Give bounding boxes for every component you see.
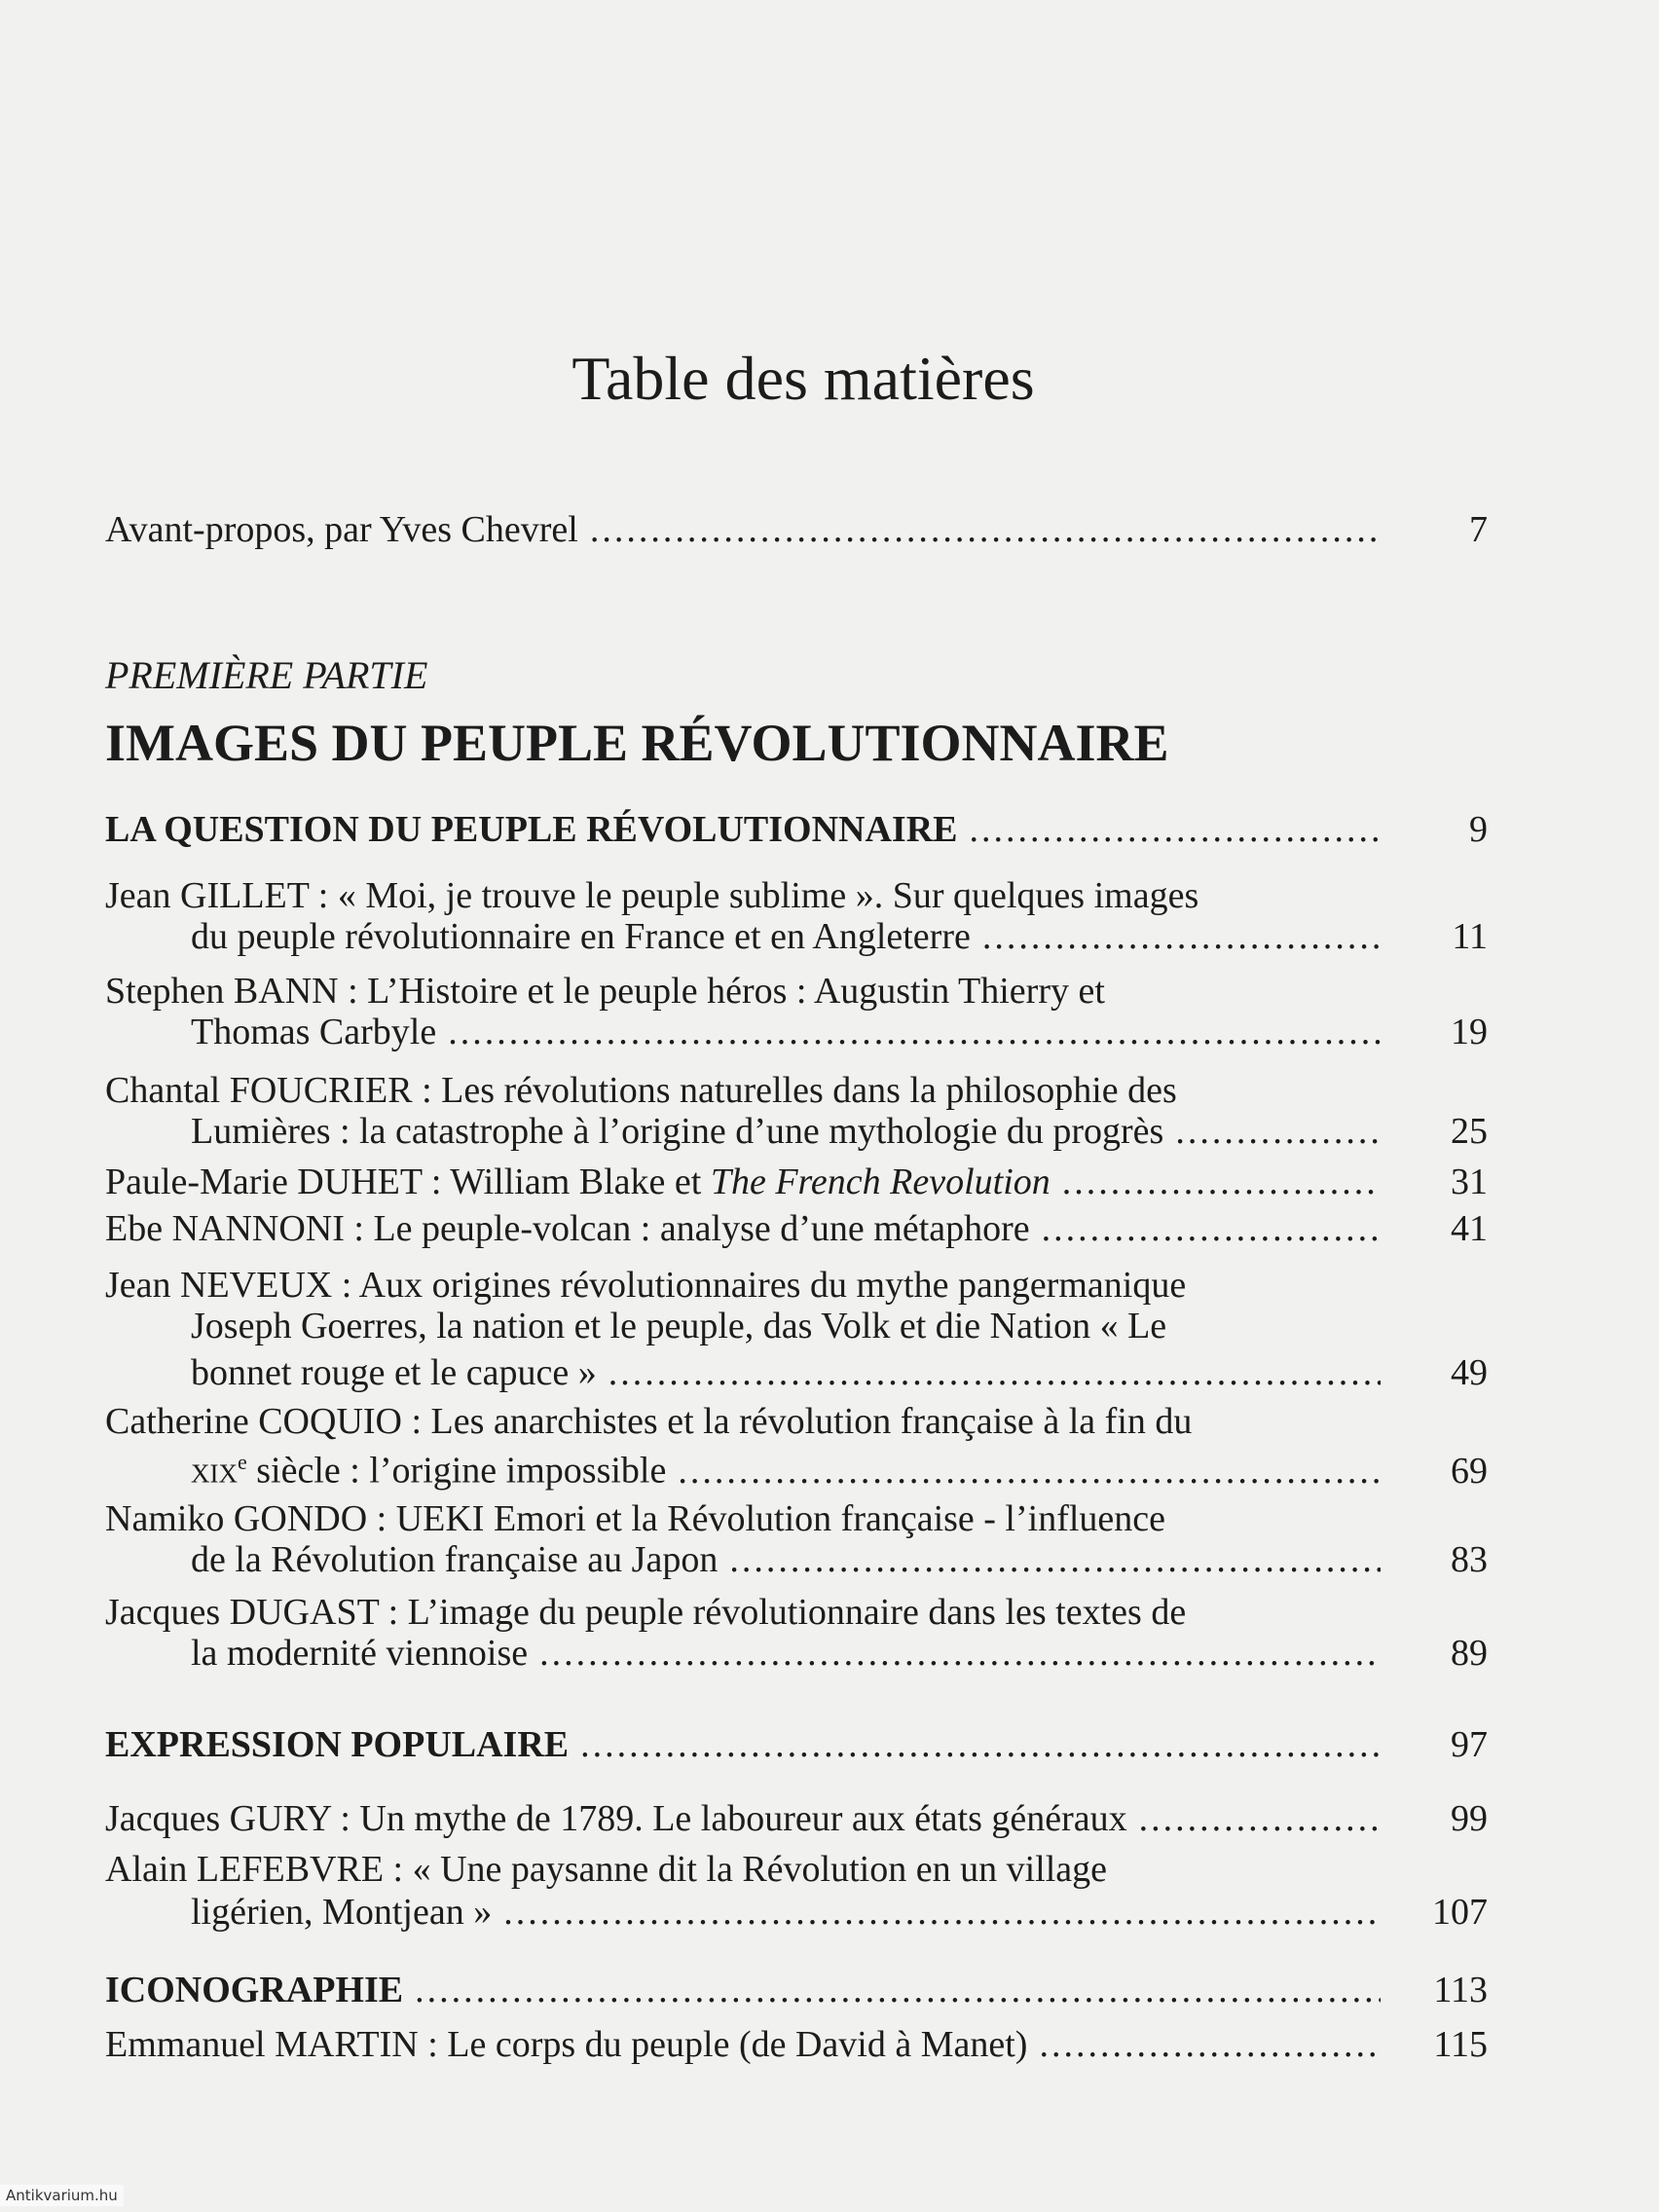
entry-text: de la Révolution française au Japon <box>191 1539 719 1580</box>
section-heading[interactable] <box>105 1715 1488 1774</box>
entry-text: Ebe NANNONI : Le peuple-volcan : analyse d’une métaphore <box>105 1208 1030 1249</box>
toc-entry-first-line[interactable]: Alain LEFEBVRE : « Une paysanne dit la Révolution en un village <box>105 1849 1107 1890</box>
watermark: Antikvarium.hu <box>0 2185 124 2206</box>
page-number: 41 <box>1451 1208 1488 1249</box>
entry-text: Avant-propos, par Yves Chevrel <box>105 509 578 550</box>
section-title: ICONOGRAPHIE <box>105 1970 404 2010</box>
leader-dots <box>729 1530 1381 1589</box>
page-number: 25 <box>1451 1111 1488 1152</box>
toc-entry[interactable] <box>191 1883 1488 1941</box>
entry-text: Thomas Carbyle <box>191 1012 437 1052</box>
page-number: 7 <box>1469 509 1488 550</box>
entry-text: bonnet rouge et le capuce » <box>191 1352 597 1393</box>
leader-dots <box>1175 1102 1381 1161</box>
part-title: IMAGES DU PEUPLE RÉVOLUTIONNAIRE <box>105 714 1169 772</box>
entry-text: xix$^e$ siècle : l’origine impossible <box>191 1450 667 1492</box>
toc-entry-avant-propos[interactable] <box>105 500 1488 559</box>
page-number: 9 <box>1469 809 1488 850</box>
toc-entry[interactable] <box>191 1530 1488 1589</box>
page-title: Table des matières <box>571 344 1035 413</box>
toc-entry[interactable] <box>191 1624 1488 1682</box>
leader-dots <box>1039 2015 1381 2074</box>
leader-dots <box>590 500 1381 559</box>
leader-dots <box>580 1715 1381 1774</box>
toc-entry-mid-line: Joseph Goerres, la nation et le peuple, das Volk et die Nation « Le <box>191 1306 1167 1346</box>
toc-entry[interactable] <box>105 1789 1488 1848</box>
page-number: 83 <box>1451 1539 1488 1580</box>
section-title: EXPRESSION POPULAIRE <box>105 1724 570 1765</box>
entry-text: la modernité viennoise <box>191 1633 529 1674</box>
leader-dots <box>982 907 1381 966</box>
page-number: 113 <box>1433 1970 1488 2010</box>
leader-dots <box>1139 1789 1381 1848</box>
toc-entry[interactable] <box>191 1433 1488 1492</box>
entry-text: ligérien, Montjean » <box>191 1892 493 1933</box>
page-number: 97 <box>1451 1724 1488 1765</box>
toc-entry[interactable] <box>191 1102 1488 1161</box>
leader-dots <box>1042 1199 1381 1258</box>
entry-text: Paule-Marie DUHET : William Blake et The French Revolution <box>105 1161 1051 1202</box>
toc-entry-first-line[interactable]: Catherine COQUIO : Les anarchistes et la révolution française à la fin du <box>105 1401 1193 1442</box>
toc-entry-first-line[interactable]: Jean GILLET : « Moi, je trouve le peuple sublime ». Sur quelques images <box>105 875 1199 916</box>
page-number: 31 <box>1451 1161 1488 1202</box>
page-number: 69 <box>1451 1450 1488 1492</box>
leader-dots <box>970 800 1381 859</box>
page-number: 107 <box>1432 1892 1488 1933</box>
page-number: 11 <box>1452 916 1488 957</box>
toc-entry[interactable] <box>105 2015 1488 2074</box>
page-number: 19 <box>1451 1012 1488 1052</box>
page-number: 89 <box>1451 1633 1488 1674</box>
page-number: 115 <box>1433 2024 1488 2065</box>
toc-entry-first-line[interactable]: Jean NEVEUX : Aux origines révolutionnaires du mythe pangermanique <box>105 1265 1187 1306</box>
toc-entry[interactable] <box>191 907 1488 966</box>
entry-text: du peuple révolutionnaire en France et en Angleterre <box>191 916 971 957</box>
toc-entry-first-line[interactable]: Chantal FOUCRIER : Les révolutions naturelles dans la philosophie des <box>105 1070 1177 1111</box>
toc-entry-first-line[interactable]: Namiko GONDO : UEKI Emori et la Révolution française - l’influence <box>105 1498 1166 1539</box>
leader-dots <box>448 1003 1381 1061</box>
toc-entry-first-line[interactable]: Jacques DUGAST : L’image du peuple révolutionnaire dans les textes de <box>105 1592 1187 1633</box>
entry-text: Emmanuel MARTIN : Le corps du peuple (de David à Manet) <box>105 2024 1028 2065</box>
part-label: PREMIÈRE PARTIE <box>105 653 428 697</box>
toc-entry-first-line[interactable]: Stephen BANN : L’Histoire et le peuple héros : Augustin Thierry et <box>105 971 1105 1012</box>
toc-entry[interactable] <box>191 1003 1488 1061</box>
toc-entry[interactable] <box>105 1199 1488 1258</box>
page-number: 49 <box>1451 1352 1488 1393</box>
work-title: The French Revolution <box>710 1161 1051 1202</box>
leader-dots <box>415 1961 1381 2019</box>
leader-dots <box>539 1624 1381 1682</box>
section-title: LA QUESTION DU PEUPLE RÉVOLUTIONNAIRE <box>105 809 958 850</box>
leader-dots <box>503 1883 1381 1941</box>
section-heading[interactable] <box>105 1961 1488 2019</box>
entry-text: Jacques GURY : Un mythe de 1789. Le laboureur aux états généraux <box>105 1798 1127 1839</box>
entry-text: Lumières : la catastrophe à l’origine d’une mythologie du progrès <box>191 1111 1164 1152</box>
page-number: 99 <box>1451 1798 1488 1839</box>
section-heading[interactable] <box>105 800 1488 859</box>
